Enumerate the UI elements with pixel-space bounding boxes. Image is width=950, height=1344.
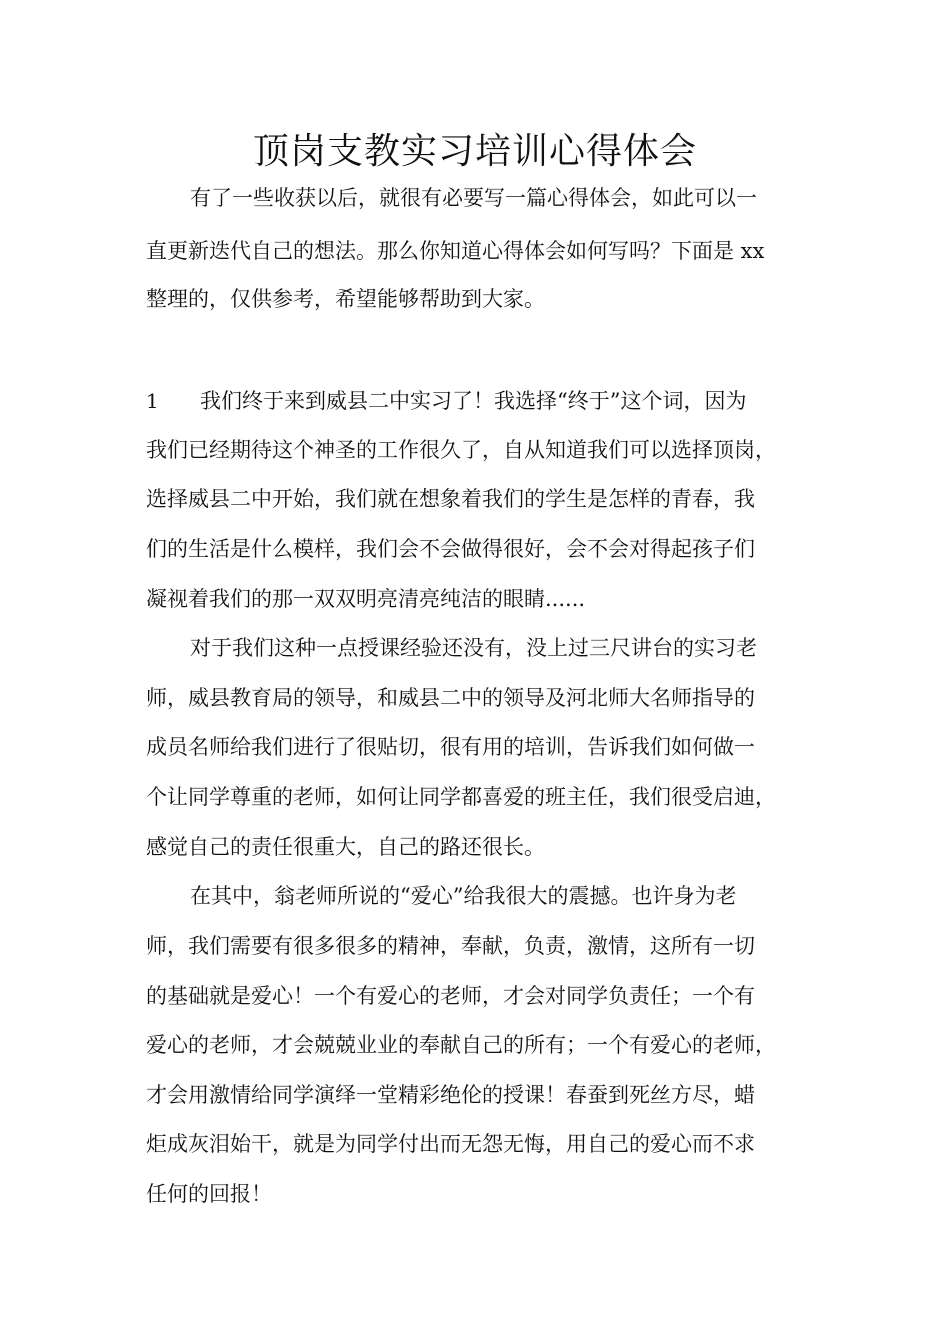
paragraph3-line: 在其中，翁老师所说的“爱心”给我很大的震撼。也许身为老 <box>190 884 737 908</box>
paragraph3-line: 炬成灰泪始干，就是为同学付出而无怨无悔，用自己的爱心而不求 <box>146 1132 755 1156</box>
paragraph3-line: 师，我们需要有很多很多的精神，奉献，负责，激情，这所有一切 <box>146 934 755 958</box>
intro-line: 整理的，仅供参考，希望能够帮助到大家。 <box>146 287 545 311</box>
paragraph2-line: 个让同学尊重的老师，如何让同学都喜爱的班主任，我们很受启迪， <box>146 785 776 809</box>
paragraph3-line: 才会用激情给同学演绎一堂精彩绝伦的授课！春蚕到死丝方尽，蜡 <box>146 1083 755 1107</box>
paragraph3-line: 的基础就是爱心！一个有爱心的老师，才会对同学负责任；一个有 <box>146 984 755 1008</box>
document-title: 顶岗支教实习培训心得体会 <box>252 131 697 172</box>
paragraph3-line: 爱心的老师，才会兢兢业业的奉献自己的所有；一个有爱心的老师， <box>146 1033 776 1057</box>
section1-line: 我们终于来到威县二中实习了！我选择“终于”这个词，因为 <box>200 389 747 413</box>
section1-line: 选择威县二中开始，我们就在想象着我们的学生是怎样的青春，我 <box>146 487 755 511</box>
intro-line: 直更新迭代自己的想法。那么你知道心得体会如何写吗？下面是 xx <box>146 239 765 263</box>
section-number: 1 <box>146 389 159 413</box>
paragraph2-line: 对于我们这种一点授课经验还没有，没上过三尺讲台的实习老 <box>190 636 757 660</box>
paragraph2-line: 成员名师给我们进行了很贴切，很有用的培训，告诉我们如何做一 <box>146 735 755 759</box>
paragraph2-line: 感觉自己的责任很重大，自己的路还很长。 <box>146 835 545 859</box>
intro-line: 有了一些收获以后，就很有必要写一篇心得体会，如此可以一 <box>190 186 757 210</box>
paragraph2-line: 师，威县教育局的领导，和威县二中的领导及河北师大名师指导的 <box>146 686 755 710</box>
section1-line: 们的生活是什么模样，我们会不会做得很好，会不会对得起孩子们 <box>146 537 755 561</box>
section1-line: 凝视着我们的那一双双明亮清亮纯洁的眼睛...... <box>146 587 586 611</box>
paragraph3-line: 任何的回报！ <box>146 1182 272 1206</box>
section1-line: 我们已经期待这个神圣的工作很久了，自从知道我们可以选择顶岗， <box>146 438 776 462</box>
